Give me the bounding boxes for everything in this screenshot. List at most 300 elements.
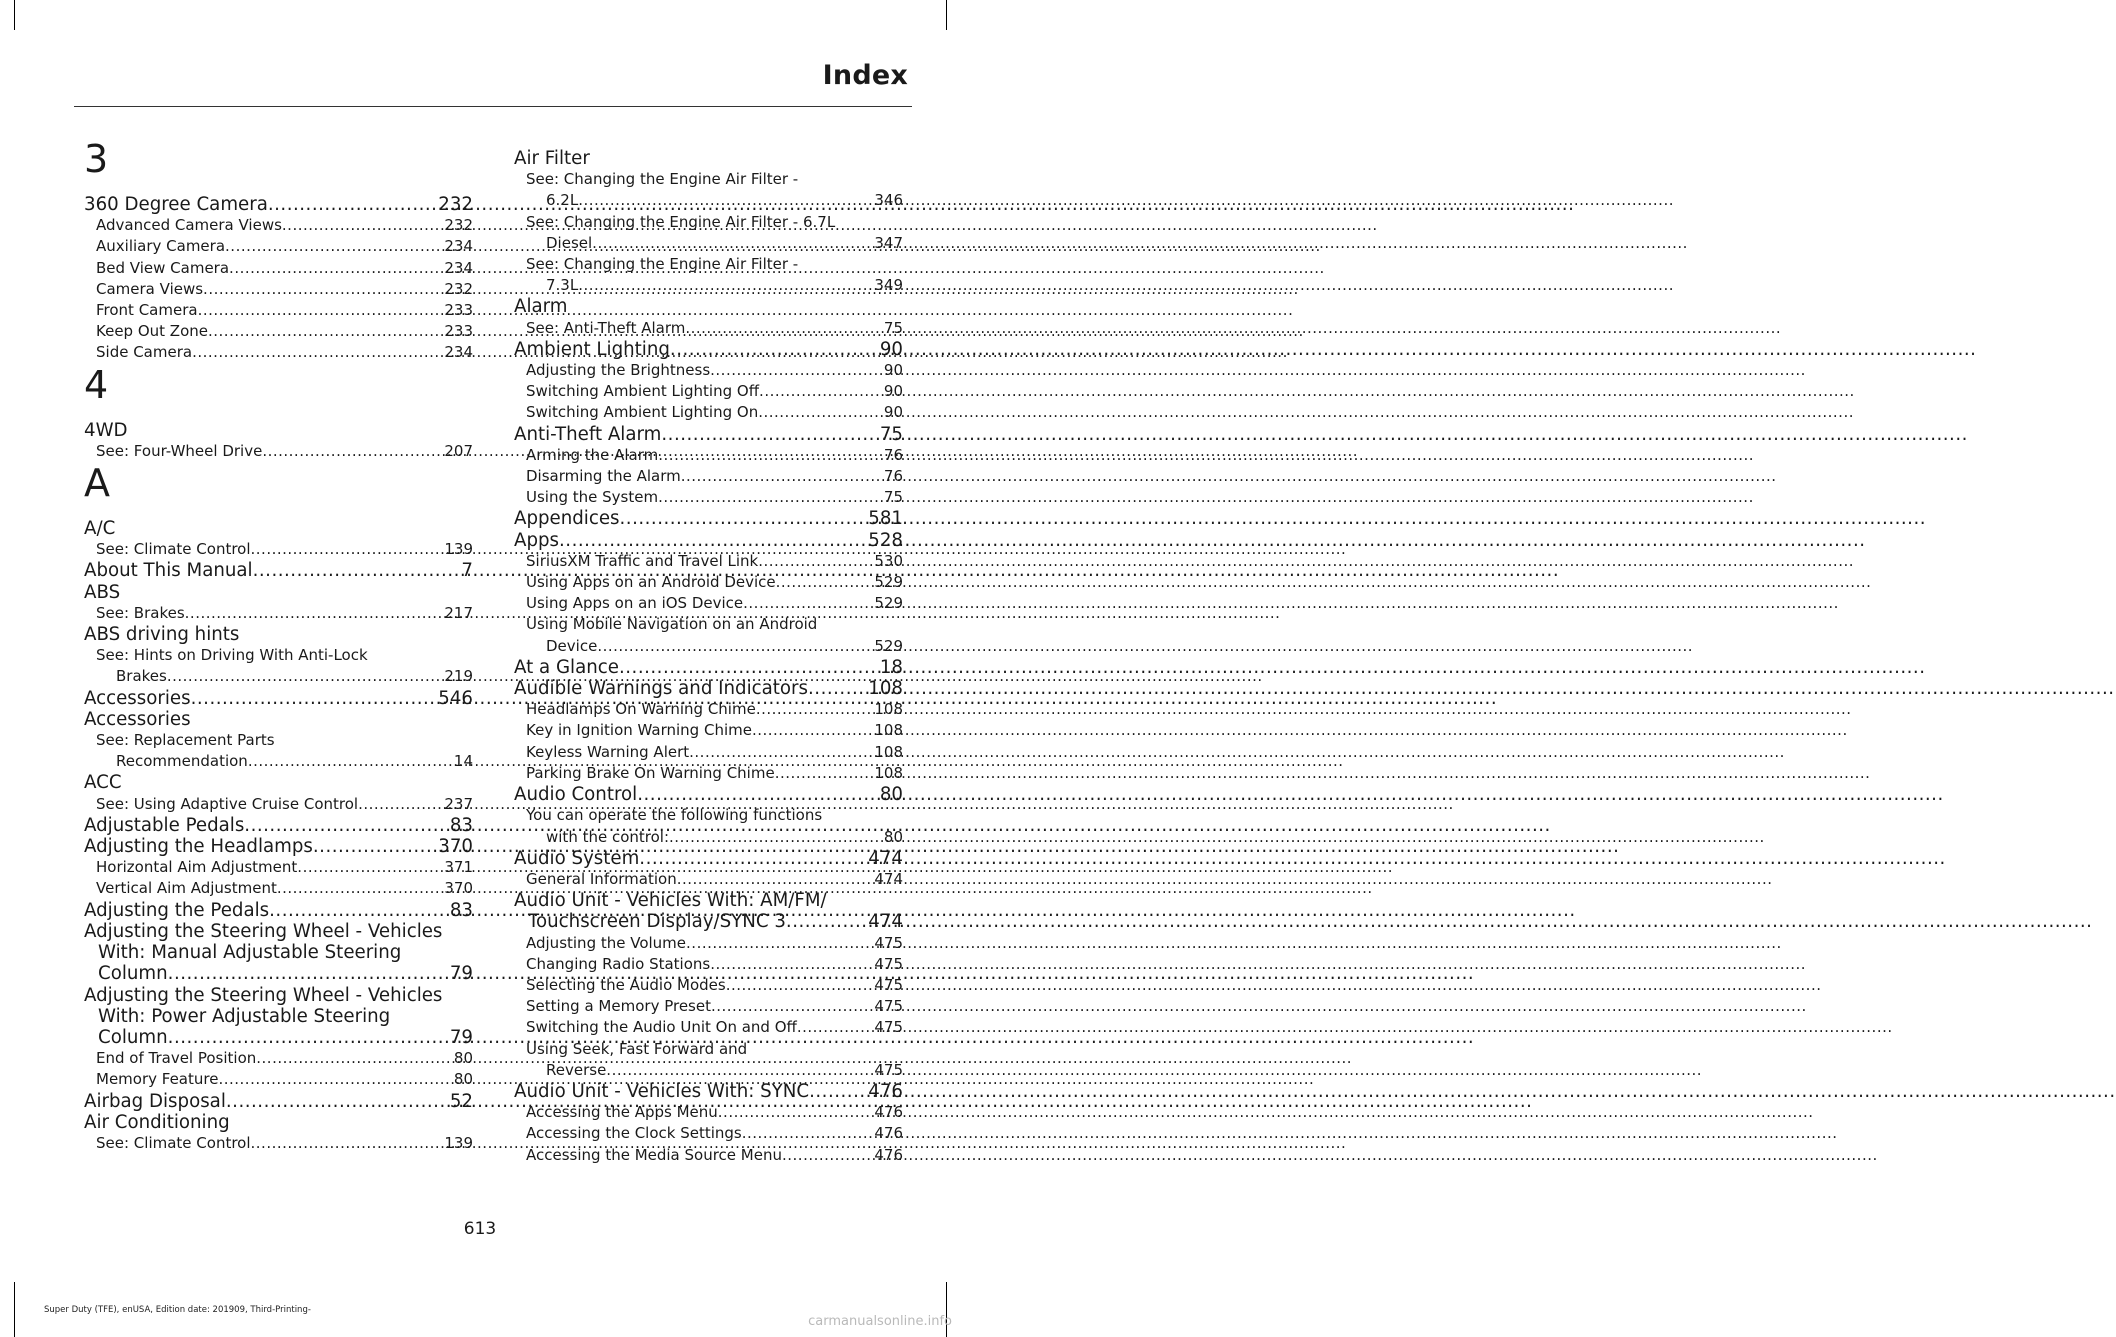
dot-leader [775, 763, 875, 784]
entry-page-number[interactable]: 234 [444, 343, 473, 362]
entry-text: SiriusXM Traffic and Travel Link [526, 551, 759, 570]
entry-text: Air Conditioning [84, 1111, 230, 1133]
entry-page-number[interactable]: 346 [874, 191, 903, 210]
dot-leader [726, 975, 875, 996]
entry-text: At a Glance [514, 656, 619, 678]
dot-leader [218, 1069, 453, 1090]
index-entry[interactable] [84, 1091, 473, 1112]
dot-leader [619, 657, 880, 678]
entry-text: Adjustable Pedals [84, 814, 245, 836]
dot-leader [686, 933, 874, 954]
entry-text: Airbag Disposal [84, 1090, 226, 1112]
entry-text: Accessing the Media Source Menu [526, 1145, 782, 1164]
entry-page-number[interactable]: 232 [444, 216, 473, 235]
dot-leader [669, 827, 884, 848]
index-entry[interactable] [84, 194, 473, 215]
entry-text: Adjusting the Steering Wheel - Vehicles [84, 984, 443, 1006]
dot-leader [606, 1060, 874, 1081]
dot-leader [358, 794, 444, 815]
dot-leader [559, 530, 868, 551]
index-entry[interactable] [514, 1081, 903, 1102]
index-subentry[interactable] [84, 342, 473, 363]
dot-leader [185, 603, 445, 624]
entry-text: Side Camera [96, 343, 193, 362]
index-subentry[interactable] [84, 279, 473, 300]
dot-leader [226, 1091, 450, 1112]
dot-leader [710, 360, 884, 381]
entry-text: Selecting the Audio Modes [526, 975, 726, 994]
entry-page-number[interactable]: 80 [453, 1070, 473, 1089]
entry-text: Adjusting the Brightness [526, 361, 711, 380]
section-letter: A [84, 461, 110, 506]
dot-leader [689, 742, 874, 763]
entry-text: Switching Ambient Lighting Off [526, 382, 760, 401]
entry-text: See: Changing the Engine Air Filter - [526, 255, 799, 274]
entry-page-number[interactable]: 475 [874, 1018, 903, 1037]
index-subentry[interactable] [514, 254, 903, 296]
index-subentry[interactable] [514, 487, 903, 508]
entry-page-number[interactable]: 475 [874, 954, 903, 973]
entry-page-number[interactable]: 7 [461, 560, 473, 582]
dot-leader [661, 424, 879, 445]
dot-leader [251, 1133, 445, 1154]
index-entry[interactable] [514, 508, 903, 529]
entry-text: Audio Control [514, 784, 638, 806]
entry-page-number[interactable]: 529 [874, 573, 903, 592]
entry-page-number[interactable]: 108 [874, 700, 903, 719]
entry-text: Accessing the Apps Menu [526, 1103, 718, 1122]
index-subentry[interactable] [514, 1145, 903, 1166]
index-entry[interactable] [84, 921, 473, 985]
entry-page-number[interactable]: 476 [874, 1103, 903, 1122]
index-subentry[interactable] [514, 572, 903, 593]
entry-page-number[interactable]: 90 [883, 382, 903, 401]
entry-text: Keep Out Zone [96, 322, 208, 341]
dot-leader [191, 688, 439, 709]
index-subentry[interactable] [84, 441, 473, 462]
entry-text: 360 Degree Camera [84, 194, 268, 215]
entry-text: Bed View Camera [96, 258, 230, 277]
dot-leader [758, 402, 884, 423]
index-entry[interactable] [84, 420, 473, 441]
entry-text: Key in Ignition Warning Chime [526, 721, 752, 740]
dot-leader [203, 279, 444, 300]
entry-text: See: Hints on Driving With Anti-Lock [96, 646, 368, 665]
entry-text: Diesel [546, 233, 593, 252]
dot-leader [797, 1017, 875, 1038]
dot-leader [776, 572, 875, 593]
entry-text: See: Changing the Engine Air Filter - [526, 170, 799, 189]
entry-page-number[interactable]: 233 [444, 301, 473, 320]
entry-page-number[interactable]: 529 [874, 594, 903, 613]
index-entry[interactable] [514, 848, 903, 869]
dot-leader [752, 720, 874, 741]
dot-leader [229, 258, 444, 279]
entry-text: See: Brakes [96, 603, 185, 622]
entry-page-number[interactable]: 530 [874, 551, 903, 570]
index-entry[interactable] [84, 815, 473, 836]
dot-leader [756, 699, 875, 720]
index-subentry[interactable] [514, 699, 903, 720]
index-entry[interactable] [84, 836, 473, 857]
entry-page-number[interactable]: 217 [444, 603, 473, 622]
entry-text: Using Seek, Fast Forward and [526, 1039, 748, 1058]
entry-text: ABS [84, 581, 121, 603]
entry-text: Horizontal Aim Adjustment [96, 858, 298, 877]
dot-leader [313, 836, 438, 857]
entry-text: Audio System [514, 847, 640, 869]
dot-leader [168, 963, 450, 984]
entry-page-number[interactable]: 233 [444, 322, 473, 341]
index-subentry[interactable] [514, 869, 903, 890]
dot-leader [277, 878, 445, 899]
entry-page-number[interactable]: 474 [868, 847, 903, 869]
entry-text: Front Camera [96, 301, 198, 320]
entry-text: With: Manual Adjustable Steering [98, 942, 402, 964]
dot-leader [248, 751, 454, 772]
entry-text: Ambient Lighting [514, 338, 670, 360]
entry-page-number[interactable]: 80 [883, 827, 903, 846]
entry-page-number[interactable]: 14 [453, 752, 473, 771]
entry-text: Adjusting the Headlamps [84, 836, 313, 858]
index-subentry[interactable] [514, 402, 903, 423]
dot-leader [685, 318, 884, 339]
entry-text: See: Replacement Parts [96, 731, 275, 750]
entry-page-number[interactable]: 234 [444, 237, 473, 256]
index-subentry[interactable] [514, 805, 903, 847]
index-subentry[interactable] [514, 996, 903, 1017]
dot-leader [808, 678, 868, 699]
index-subentry[interactable] [84, 539, 473, 560]
dot-leader [711, 996, 874, 1017]
crop-mark-top-right [946, 0, 947, 30]
entry-text: See: Using Adaptive Cruise Control [96, 794, 359, 813]
dot-leader [262, 441, 444, 462]
entry-text: Adjusting the Steering Wheel - Vehicles [84, 920, 443, 942]
entry-page-number[interactable]: 474 [874, 869, 903, 888]
dot-leader [168, 1027, 450, 1048]
entry-text: Anti-Theft Alarm [514, 423, 662, 445]
index-subentry[interactable] [514, 954, 903, 975]
index-subentry[interactable] [84, 300, 473, 321]
index-entry[interactable] [84, 582, 473, 603]
entry-text: Device [546, 636, 598, 655]
entry-page-number[interactable]: 475 [874, 997, 903, 1016]
entry-text: See: Climate Control [96, 1133, 251, 1152]
index-entry[interactable] [84, 772, 473, 793]
entry-text: Recommendation [116, 752, 248, 771]
index-subentry[interactable] [84, 321, 473, 342]
index-subentry[interactable] [84, 236, 473, 257]
entry-text: Accessories [84, 708, 191, 730]
dot-leader [269, 900, 450, 921]
entry-text: See: Changing the Engine Air Filter - 6.7L [526, 212, 836, 231]
entry-page-number[interactable]: 370 [438, 836, 473, 858]
entry-text: Switching the Audio Unit On and Off [526, 1018, 797, 1037]
dot-leader [597, 636, 874, 657]
entry-text: 6.2L [546, 191, 579, 210]
entry-page-number[interactable]: 75 [883, 488, 903, 507]
index-column-right [514, 148, 903, 1166]
index-subentry[interactable] [84, 857, 473, 878]
index-subentry[interactable] [514, 1102, 903, 1123]
index-subentry[interactable] [84, 794, 473, 815]
entry-text: Adjusting the Pedals [84, 899, 270, 921]
entry-text: Parking Brake On Warning Chime [526, 763, 775, 782]
entry-text: Touchscreen Display/SYNC 3 [528, 911, 786, 933]
index-subentry[interactable] [514, 551, 903, 572]
entry-text: Auxiliary Camera [96, 237, 226, 256]
entry-page-number[interactable]: 139 [444, 1133, 473, 1152]
entry-page-number[interactable]: 475 [874, 933, 903, 952]
dot-leader [192, 342, 444, 363]
entry-text: Audio Unit - Vehicles With: AM/FM/ [514, 890, 827, 912]
entry-text: Appendices [514, 508, 620, 530]
index-subentry[interactable] [514, 742, 903, 763]
page-number: 613 [463, 1219, 497, 1239]
entry-text: Switching Ambient Lighting On [526, 403, 759, 422]
index-column-left [84, 137, 473, 1154]
index-subentry[interactable] [514, 763, 903, 784]
entry-text: Audio Unit - Vehicles With: SYNC [514, 1080, 810, 1102]
entry-page-number[interactable]: 90 [879, 338, 903, 360]
entry-text: You can operate the following functions [526, 806, 823, 825]
entry-text: Advanced Camera Views [96, 216, 282, 235]
index-entry[interactable] [514, 890, 903, 932]
entry-text: A/C [84, 518, 116, 540]
index-subentry[interactable] [514, 212, 903, 254]
entry-page-number[interactable]: 108 [874, 721, 903, 740]
entry-page-number[interactable]: 90 [883, 403, 903, 422]
dot-leader [208, 321, 444, 342]
entry-text: Changing Radio Stations [526, 954, 711, 973]
dot-leader [782, 1145, 874, 1166]
entry-page-number[interactable]: 83 [449, 814, 473, 836]
index-entry[interactable] [84, 688, 473, 709]
entry-page-number[interactable]: 475 [874, 1060, 903, 1079]
index-subentry[interactable] [514, 614, 903, 656]
entry-page-number[interactable]: 474 [868, 911, 903, 933]
entry-text: ABS driving hints [84, 624, 240, 646]
dot-leader [759, 381, 884, 402]
dot-leader [282, 215, 444, 236]
header-divider [74, 106, 912, 107]
index-subentry[interactable] [514, 1017, 903, 1038]
index-entry[interactable] [514, 296, 903, 317]
index-subentry[interactable] [514, 720, 903, 741]
entry-page-number[interactable]: 234 [444, 258, 473, 277]
index-entry[interactable] [84, 624, 473, 645]
entry-text: Accessories [84, 687, 191, 709]
entry-text: ACC [84, 772, 122, 794]
watermark: carmanualsonline.info [808, 1314, 952, 1329]
entry-text: Air Filter [514, 148, 590, 169]
index-entry[interactable] [514, 530, 903, 551]
index-entry[interactable] [514, 339, 903, 360]
entry-text: Column [98, 1026, 168, 1048]
index-subentry[interactable] [84, 258, 473, 279]
index-subentry[interactable] [84, 1133, 473, 1154]
index-subentry[interactable] [514, 975, 903, 996]
dot-leader [742, 1123, 875, 1144]
page-title: Index [822, 60, 908, 91]
entry-page-number[interactable]: 529 [874, 636, 903, 655]
entry-page-number[interactable]: 76 [883, 467, 903, 486]
entry-page-number[interactable]: 581 [868, 508, 903, 530]
index-subentry[interactable] [84, 878, 473, 899]
entry-page-number[interactable]: 80 [879, 784, 903, 806]
index-entry[interactable] [514, 424, 903, 445]
entry-text: Accessing the Clock Settings [526, 1124, 742, 1143]
entry-text: About This Manual [84, 560, 253, 582]
entry-page-number[interactable]: 79 [449, 1026, 473, 1048]
index-entry[interactable] [84, 1112, 473, 1133]
entry-page-number[interactable]: 476 [868, 1080, 903, 1102]
index-entry[interactable] [84, 518, 473, 539]
entry-page-number[interactable]: 75 [883, 318, 903, 337]
dot-leader [637, 784, 880, 805]
dot-leader [809, 1081, 868, 1102]
entry-page-number[interactable]: 347 [874, 233, 903, 252]
dot-leader [658, 487, 884, 508]
entry-text: Reverse [546, 1060, 607, 1079]
entry-page-number[interactable]: 139 [444, 540, 473, 559]
dot-leader [297, 857, 444, 878]
entry-page-number[interactable]: 475 [874, 975, 903, 994]
index-subentry[interactable] [514, 360, 903, 381]
entry-page-number[interactable]: 75 [879, 423, 903, 445]
index-subentry[interactable] [514, 593, 903, 614]
entry-page-number[interactable]: 90 [883, 361, 903, 380]
index-subentry[interactable] [514, 318, 903, 339]
dot-leader [658, 445, 884, 466]
entry-page-number[interactable]: 108 [874, 742, 903, 761]
entry-page-number[interactable]: 76 [883, 445, 903, 464]
index-subentry[interactable] [84, 730, 473, 772]
index-subentry[interactable] [514, 933, 903, 954]
entry-text: See: Four-Wheel Drive [96, 441, 263, 460]
entry-text: Headlamps On Warning Chime [526, 700, 756, 719]
dot-leader [244, 815, 450, 836]
entry-page-number[interactable]: 219 [444, 667, 473, 686]
entry-text: Audible Warnings and Indicators [514, 678, 809, 700]
entry-page-number[interactable]: 546 [438, 687, 473, 709]
dot-leader [743, 593, 874, 614]
entry-text: End of Travel Position [96, 1049, 257, 1068]
entry-text: Using Apps on an Android Device [526, 573, 776, 592]
entry-page-number[interactable]: 52 [449, 1090, 473, 1112]
entry-text: Memory Feature [96, 1070, 219, 1089]
entry-text: Keyless Warning Alert [526, 742, 690, 761]
entry-text: Camera Views [96, 279, 204, 298]
entry-page-number[interactable]: 476 [874, 1145, 903, 1164]
entry-text: General Information [526, 869, 677, 888]
entry-page-number[interactable]: 237 [444, 794, 473, 813]
entry-page-number[interactable]: 528 [868, 529, 903, 551]
entry-text: Disarming the Alarm [526, 467, 681, 486]
entry-text: 7.3L [546, 276, 579, 295]
entry-page-number[interactable]: 108 [868, 678, 903, 700]
section-letter: 3 [84, 137, 109, 181]
entry-text: With: Power Adjustable Steering [98, 1005, 391, 1027]
entry-page-number[interactable]: 79 [449, 963, 473, 985]
entry-text: See: Climate Control [96, 540, 251, 559]
entry-text: Using Apps on an iOS Device [526, 594, 744, 613]
entry-text: Adjusting the Volume [526, 933, 687, 952]
dot-leader [620, 508, 869, 529]
entry-text: Alarm [514, 296, 568, 318]
index-entry[interactable] [84, 560, 473, 581]
entry-text: Brakes [116, 667, 167, 686]
index-subentry[interactable] [514, 1123, 903, 1144]
index-subentry[interactable] [84, 215, 473, 236]
index-entry[interactable] [514, 657, 903, 678]
dot-leader [718, 1102, 875, 1123]
index-subentry[interactable] [514, 381, 903, 402]
entry-text: Setting a Memory Preset [526, 997, 711, 1016]
entry-page-number[interactable]: 83 [449, 899, 473, 921]
index-entry[interactable] [514, 784, 903, 805]
dot-leader [592, 233, 874, 254]
entry-page-number[interactable]: 476 [874, 1124, 903, 1143]
dot-leader [681, 466, 884, 487]
dot-leader [670, 339, 880, 360]
entry-page-number[interactable]: 80 [453, 1049, 473, 1068]
entry-page-number[interactable]: 108 [874, 763, 903, 782]
entry-page-number[interactable]: 18 [879, 656, 903, 678]
index-entry[interactable] [84, 985, 473, 1049]
index-subentry[interactable] [514, 1039, 903, 1081]
index-subentry[interactable] [84, 603, 473, 624]
entry-page-number[interactable]: 349 [874, 276, 903, 295]
dot-leader [786, 911, 868, 932]
entry-text: Vertical Aim Adjustment [96, 879, 277, 898]
entry-page-number[interactable]: 371 [444, 858, 473, 877]
dot-leader [251, 539, 445, 560]
index-entry[interactable] [84, 709, 473, 730]
section-letter: 4 [84, 362, 109, 407]
dot-leader [710, 954, 874, 975]
dot-leader [677, 869, 875, 890]
dot-leader [225, 236, 444, 257]
index-subentry[interactable] [514, 466, 903, 487]
entry-text: Apps [514, 529, 560, 551]
entry-text: Column [98, 963, 168, 985]
index-entry[interactable] [514, 678, 903, 699]
index-subentry[interactable] [514, 445, 903, 466]
index-subentry[interactable] [514, 169, 903, 211]
dot-leader [256, 1048, 454, 1069]
footer-edition: Super Duty (TFE), enUSA, Edition date: 201909, Third-Printing- [44, 1305, 311, 1315]
entry-text: 4WD [84, 419, 128, 441]
entry-page-number[interactable]: 370 [444, 879, 473, 898]
index-subentry[interactable] [84, 1048, 473, 1069]
entry-page-number[interactable]: 207 [444, 441, 473, 460]
dot-leader [578, 275, 874, 296]
dot-leader [268, 194, 438, 215]
index-subentry[interactable] [84, 1069, 473, 1090]
entry-text: Using Mobile Navigation on an Android [526, 615, 818, 634]
index-entry[interactable] [514, 148, 903, 169]
entry-text: with the control: [546, 827, 670, 846]
entry-page-number[interactable]: 232 [444, 279, 473, 298]
entry-page-number[interactable]: 232 [438, 194, 473, 215]
dot-leader [167, 666, 445, 687]
dot-leader [758, 551, 874, 572]
dot-leader [253, 560, 462, 581]
index-subentry[interactable] [84, 645, 473, 687]
index-entry[interactable] [84, 900, 473, 921]
